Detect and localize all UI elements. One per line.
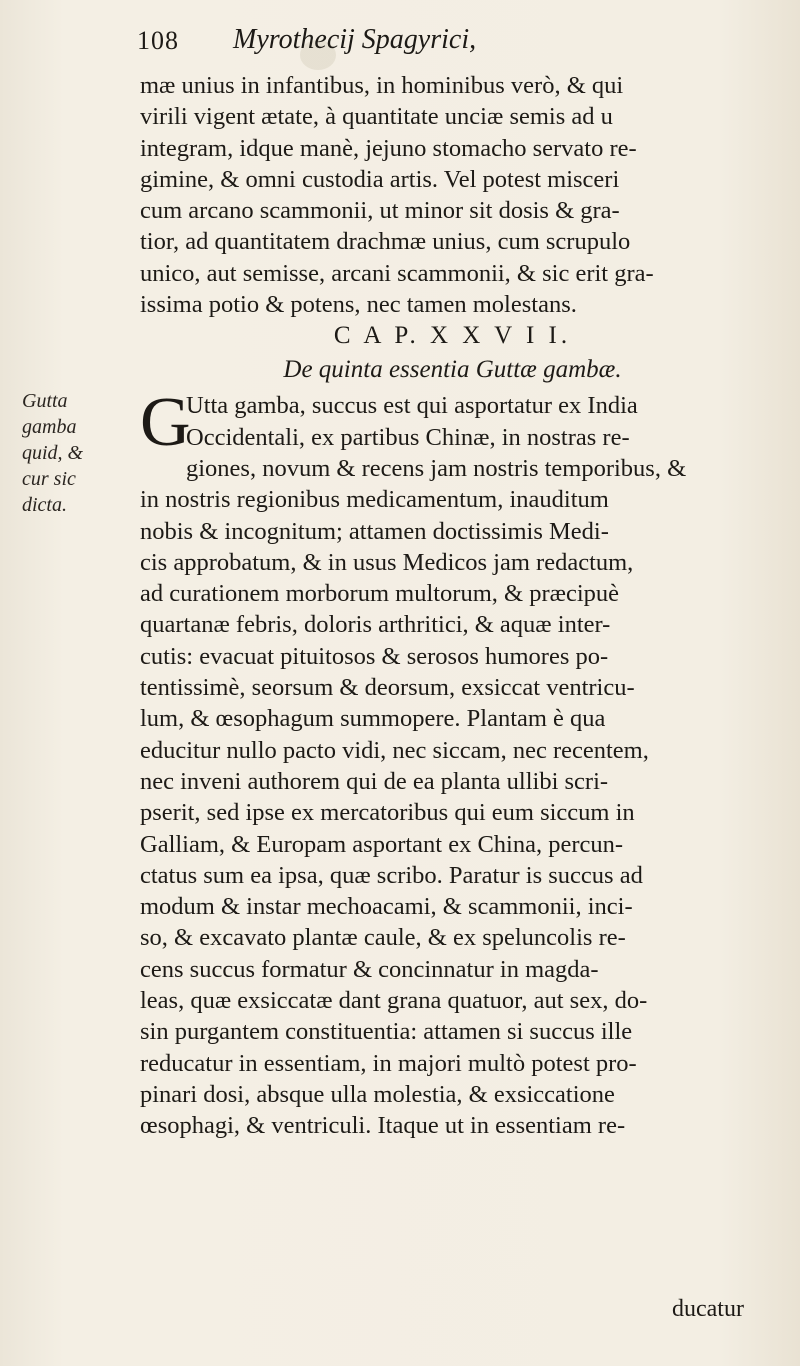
margin-note-line: Gutta [22, 390, 68, 412]
text-line: cis approbatum, & in usus Medicos jam redactum, [140, 548, 634, 576]
text-line: tior, ad quantitatem drachmæ unius, cum scrupulo [140, 228, 631, 256]
text-line: ctatus sum ea ipsa, quæ scribo. Paratur is succus ad [140, 861, 643, 889]
text-line: educitur nullo pacto vidi, nec siccam, nec recentem, [140, 736, 649, 764]
text-line: Occidentali, ex partibus Chinæ, in nostras re- [186, 423, 630, 451]
text-line: mæ unius in infantibus, in hominibus verò, & qui [140, 72, 624, 99]
text-line: ad curationem morborum multorum, & præcipuè [140, 580, 620, 608]
text-line: Utta gamba, succus est qui asportatur ex India [186, 392, 638, 420]
text-line: nec inveni authorem qui de ea planta ullibi scri- [140, 767, 609, 795]
text-line: so, & excavato plantæ caule, & ex speluncolis re- [140, 924, 626, 952]
text-line: issima potio & potens, nec tamen molestans. [140, 291, 577, 319]
margin-note-line: quid, & [22, 442, 84, 464]
page-number: 108 [137, 26, 179, 55]
section-title: De quinta essentia Guttæ gambæ. [283, 356, 622, 384]
body-text [140, 70, 765, 1142]
text-line: nobis & incognitum; attamen doctissimis Medi- [140, 517, 609, 545]
text-line: giones, novum & recens jam nostris temporibus, & [186, 454, 687, 482]
chapter-heading: C A P. X X V I I. [333, 322, 572, 350]
text-line: gimine, & omni custodia artis. Vel potest misceri [140, 165, 620, 193]
text-line: sin purgantem constituentia: attamen si succus ille [140, 1018, 633, 1046]
drop-cap: G [140, 384, 191, 462]
catchword: ducatur [672, 1296, 744, 1322]
text-line: cutis: evacuat pituitosos & serosos humores po- [140, 642, 609, 670]
text-line: quartanæ febris, doloris arthritici, & aquæ inter- [140, 611, 611, 639]
running-head: Myrothecij Spagyrici, [233, 24, 477, 55]
text-line: pserit, sed ipse ex mercatoribus qui eum siccum in [140, 799, 635, 827]
margin-note-line: dicta. [22, 494, 67, 516]
text-line: cum arcano scammonii, ut minor sit dosis & gra- [140, 197, 620, 225]
text-line: cens succus formatur & concinnatur in magda- [140, 955, 599, 983]
text-line: unico, aut semisse, arcani scammonii, & sic erit gra- [140, 259, 654, 287]
text-line: Galliam, & Europam asportant ex China, percun- [140, 830, 624, 858]
text-line: œsophagi, & ventriculi. Itaque ut in essentiam re- [140, 1112, 626, 1140]
text-line: pinari dosi, absque ulla molestia, & exsiccatione [140, 1080, 615, 1108]
text-line: reducatur in essentiam, in majori multò potest pro- [140, 1049, 637, 1077]
text-line: leas, quæ exsiccatæ dant grana quatuor, aut sex, do- [140, 987, 648, 1015]
margin-note-line: gamba [22, 416, 77, 438]
page-header [137, 26, 757, 66]
text-line: lum, & œsophagum summopere. Plantam è qua [140, 705, 606, 733]
text-line: virili vigent ætate, à quantitate unciæ semis ad u [140, 103, 613, 131]
margin-note [22, 388, 122, 518]
text-line: tentissimè, seorsum & deorsum, exsiccat ventricu- [140, 674, 635, 702]
text-line: integram, idque manè, jejuno stomacho servato re- [140, 134, 637, 162]
margin-note-line: cur sic [22, 468, 76, 490]
text-line: in nostris regionibus medicamentum, inauditum [140, 486, 609, 514]
text-line: modum & instar mechoacami, & scammonii, inci- [140, 893, 633, 921]
